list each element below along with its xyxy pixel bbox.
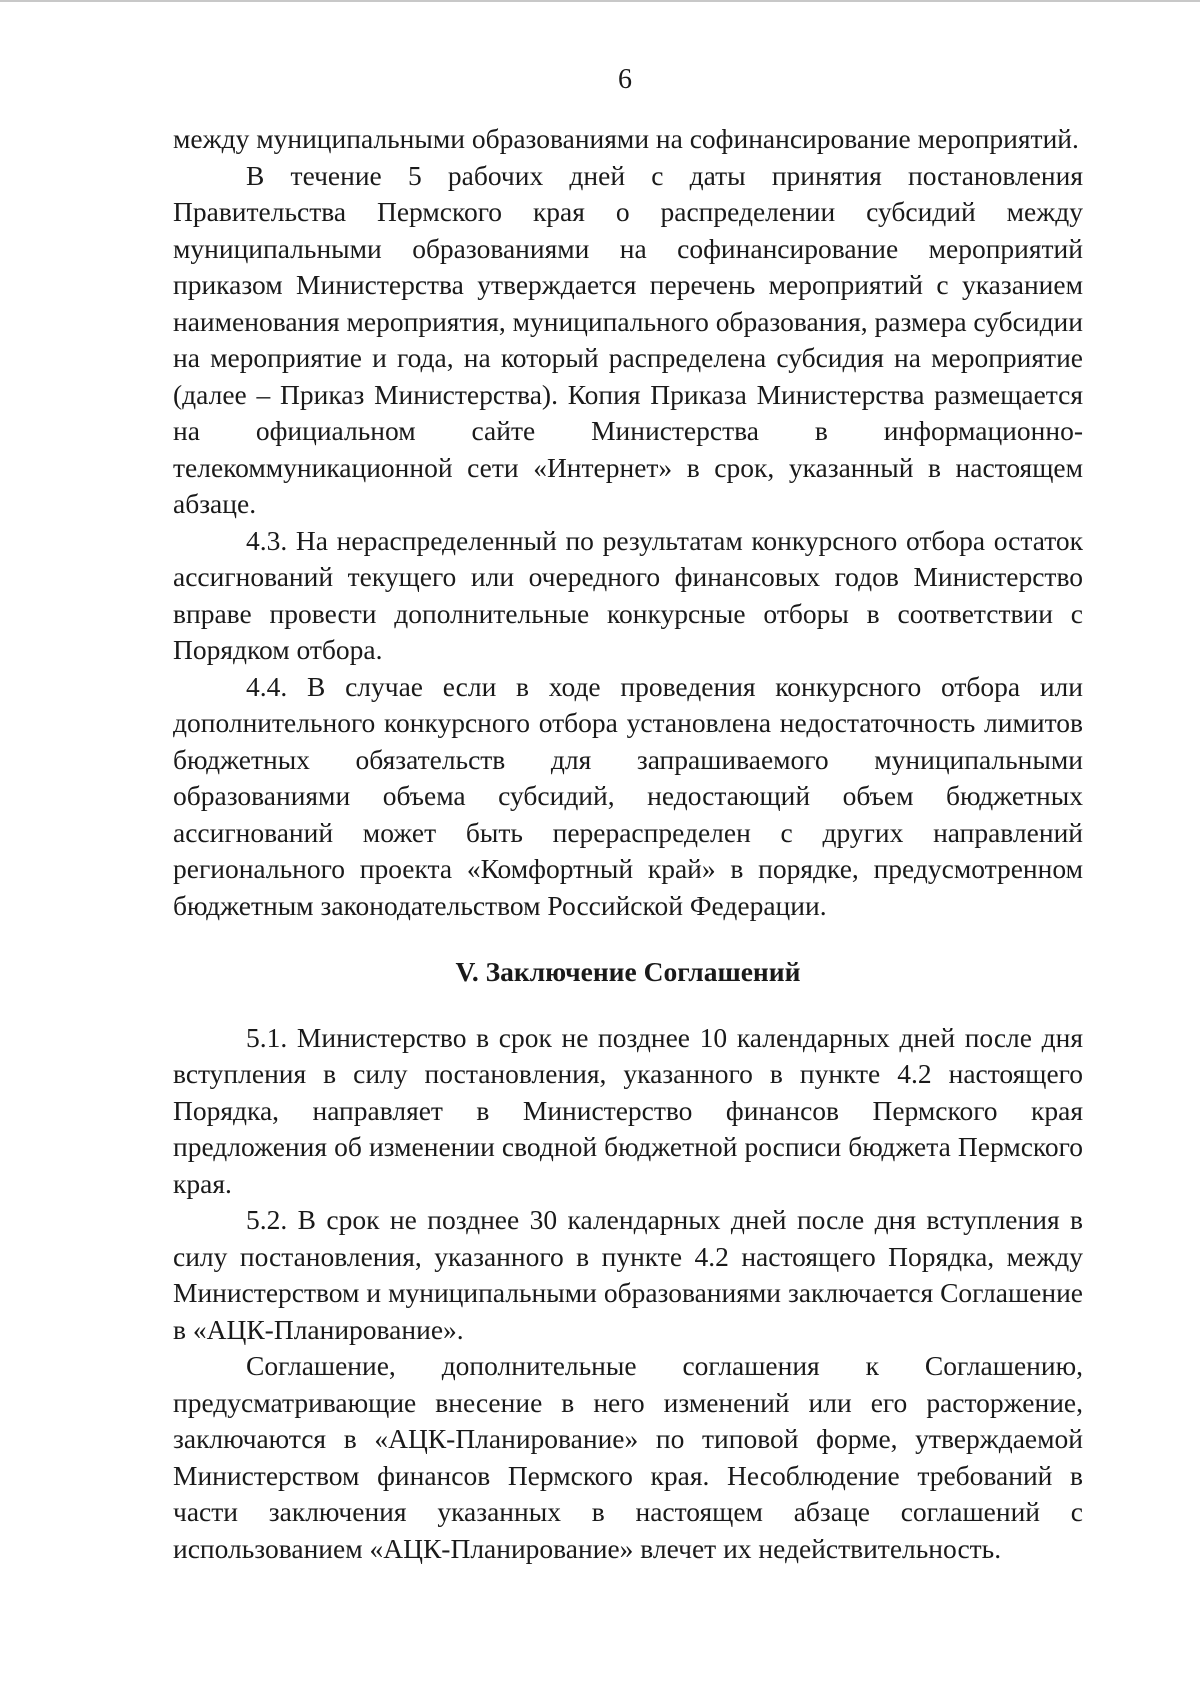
paragraph-publication-deadline: В течение 5 рабочих дней с даты принятия постановления Правительства Пермского края о распределении субсидий между муниципальными образованиями на софинансирование мероприятий приказом Министерства утверждается перечень мероприятий с указанием наименования мероприятия, муниципального образования, размера субсидии на мероприятие и года, на который распределена субсидия на мероприятие (далее – Приказ Министерства). Копия Приказа Министерства размещается на официальном сайте Министерства в информационно-телекоммуникационной сети «Интернет» в срок, указанный в настоящем абзаце. [173, 159, 1083, 519]
section-heading: V. Заключение Соглашений [455, 956, 801, 987]
paragraph-4-3: 4.3. На нераспределенный по результатам конкурсного отбора остаток ассигнований текущего или очередного финансовых годов Министерство вправе провести дополнительные конкурсные отборы в соответствии с Порядком отбора. [173, 524, 1083, 665]
scan-top-edge [0, 0, 1200, 2]
paragraph-4-4: 4.4. В случае если в ходе проведения конкурсного отбора или дополнительного конкурсного отбора установлена недостаточность лимитов бюджетных обязательств для запрашиваемого муниципальными образованиями объема субсидий, недостающий объем бюджетных ассигнований может быть перераспределен с других направлений регионального проекта «Комфортный край» в порядке, предусмотренном бюджетным законодательством Российской Федерации. [173, 670, 1083, 921]
document-body [173, 121, 1083, 1567]
page-number: 6 [618, 64, 632, 95]
paragraph-5-1: 5.1. Министерство в срок не позднее 10 календарных дней после дня вступления в силу постановления, указанного в пункте 4.2 настоящего Порядка, направляет в Министерство финансов Пермского края предложения об изменении сводной бюджетной росписи бюджета Пермского края. [173, 1021, 1083, 1199]
paragraph-5-2: 5.2. В срок не позднее 30 календарных дней после дня вступления в силу постановления, указанного в пункте 4.2 настоящего Порядка, между Министерством и муниципальными образованиями заключается Соглашение в «АЦК-Планирование». [173, 1204, 1083, 1345]
paragraph-continuation: между муниципальными образованиями на софинансирование мероприятий. [173, 123, 1079, 154]
paragraph-agreement-form: Соглашение, дополнительные соглашения к Соглашению, предусматривающие внесение в него изменений или его расторжение, заключаются в «АЦК-Планирование» по типовой форме, утверждаемой Министерством финансов Пермского края. Несоблюдение требований в части заключения указанных в настоящем абзаце соглашений с использованием «АЦК-Планирование» влечет их недействительность. [173, 1350, 1083, 1564]
